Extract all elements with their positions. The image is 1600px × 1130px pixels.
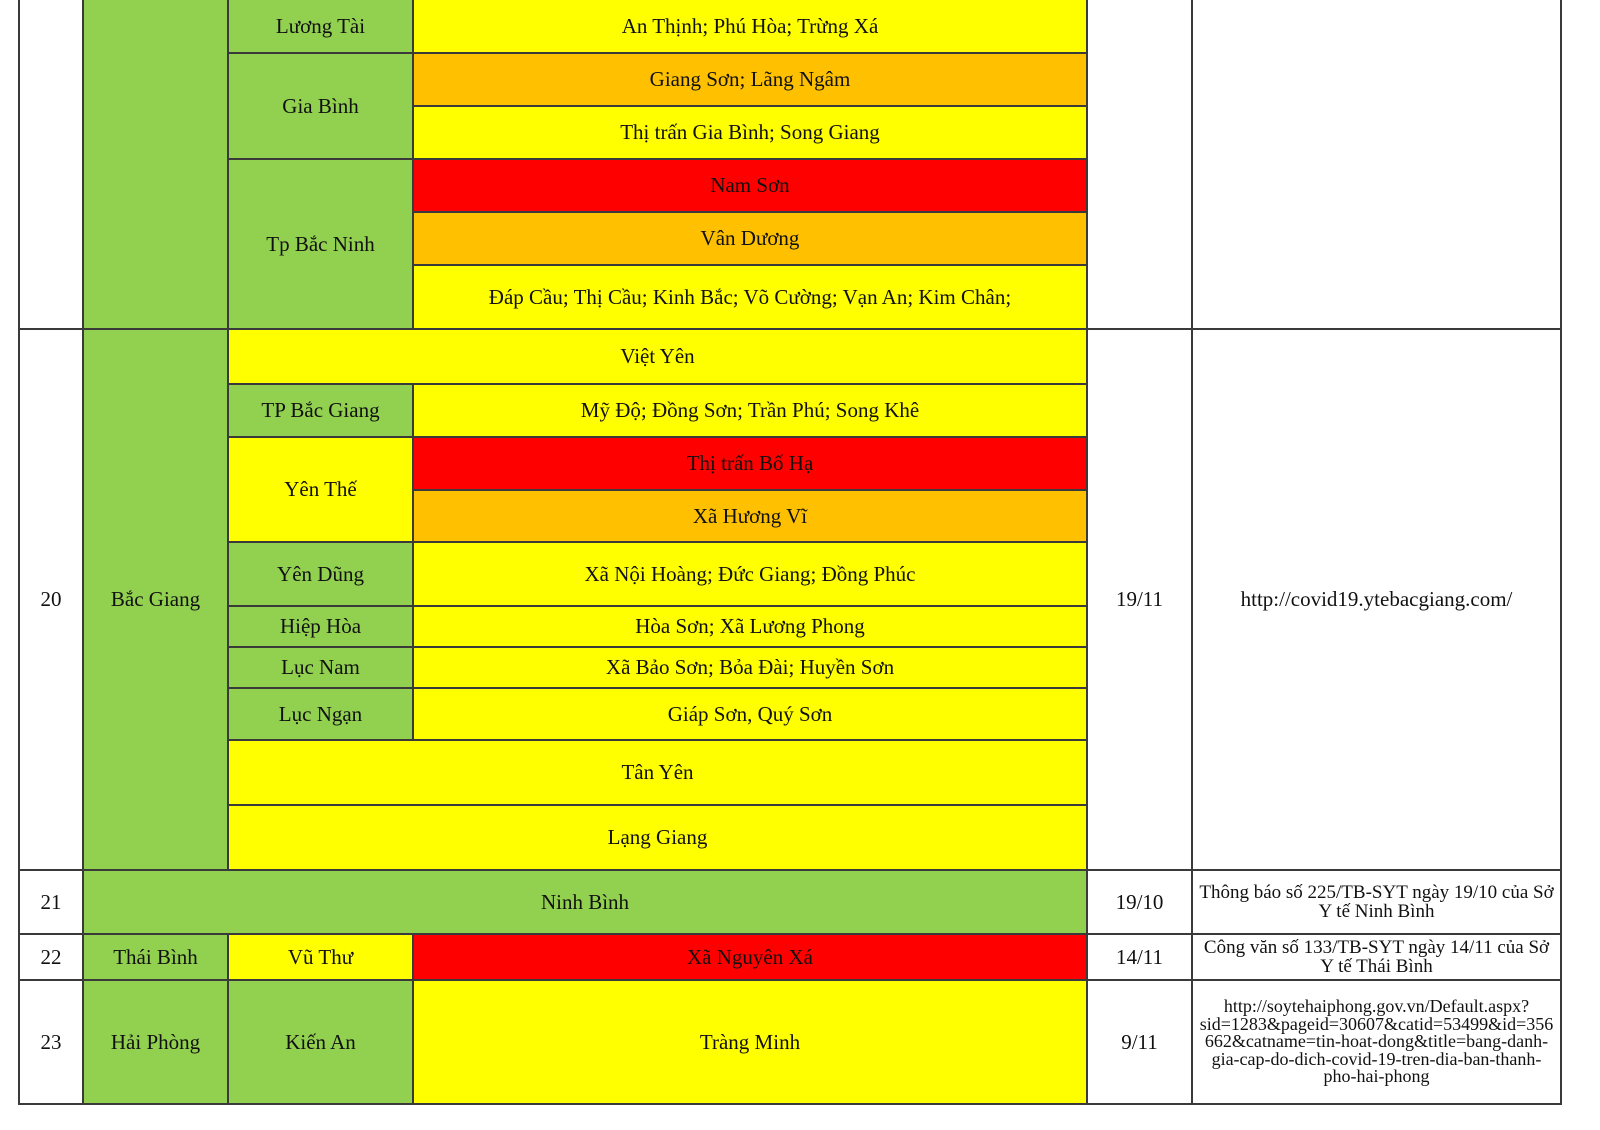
date-cell: 19/11 — [1087, 329, 1192, 870]
communes-cell-vu-thu: Xã Nguyên Xá — [413, 934, 1087, 980]
province-cell: Bắc Giang — [83, 329, 228, 870]
communes-cell-yen-the-orange: Xã Hương Vĩ — [413, 490, 1087, 542]
communes-cell-luc-ngan: Giáp Sơn, Quý Sơn — [413, 688, 1087, 740]
communes-cell-tp-bac-ninh-orange: Vân Dương — [413, 212, 1087, 265]
province-cell — [83, 0, 228, 329]
date-cell: 9/11 — [1087, 980, 1192, 1104]
source-cell: Thông báo số 225/TB-SYT ngày 19/10 của Sở Y tế Ninh Bình — [1192, 870, 1561, 934]
communes-cell-yen-the-red: Thị trấn Bố Hạ — [413, 437, 1087, 490]
district-cell-luc-ngan: Lục Ngạn — [228, 688, 413, 740]
district-cell-luc-nam: Lục Nam — [228, 647, 413, 688]
date-cell: 19/10 — [1087, 870, 1192, 934]
communes-cell-tp-bac-ninh-red: Nam Sơn — [413, 159, 1087, 212]
row-number-cell: 20 — [19, 329, 83, 870]
district-cell-yen-the: Yên Thế — [228, 437, 413, 542]
covid-zone-table — [18, 0, 1562, 1105]
province-cell: Ninh Bình — [83, 870, 1087, 934]
district-cell-lang-giang: Lạng Giang — [228, 805, 1087, 870]
row-number-cell: 23 — [19, 980, 83, 1104]
communes-cell-tp-bac-ninh-yellow: Đáp Cầu; Thị Cầu; Kinh Bắc; Võ Cường; Vạn An; Kim Chân; — [413, 265, 1087, 329]
source-link-cell[interactable]: http://soytehaiphong.gov.vn/Default.aspx?sid=1283&pageid=30607&catid=53499&id=356662&catname=tin-hoat-dong&title=bang-danh-gia-cap-do-dich-covid-19-tren-dia-ban-thanh-pho-hai-phong — [1192, 980, 1561, 1104]
communes-cell-kien-an: Tràng Minh — [413, 980, 1087, 1104]
date-cell — [1087, 0, 1192, 329]
communes-cell-hiep-hoa: Hòa Sơn; Xã Lương Phong — [413, 606, 1087, 647]
district-cell-tp-bac-giang: TP Bắc Giang — [228, 384, 413, 437]
row-number-cell: 21 — [19, 870, 83, 934]
district-cell-vu-thu: Vũ Thư — [228, 934, 413, 980]
table-row — [19, 870, 1561, 934]
district-cell-tan-yen: Tân Yên — [228, 740, 1087, 805]
date-cell: 14/11 — [1087, 934, 1192, 980]
communes-cell-luong-tai: An Thịnh; Phú Hòa; Trừng Xá — [413, 0, 1087, 53]
province-cell: Hải Phòng — [83, 980, 228, 1104]
communes-cell-gia-binh-orange: Giang Sơn; Lãng Ngâm — [413, 53, 1087, 106]
district-cell-kien-an: Kiến An — [228, 980, 413, 1104]
district-cell-gia-binh: Gia Bình — [228, 53, 413, 159]
district-cell-viet-yen: Việt Yên — [228, 329, 1087, 384]
district-cell-hiep-hoa: Hiệp Hòa — [228, 606, 413, 647]
source-cell: http://covid19.ytebacgiang.com/ — [1192, 329, 1561, 870]
row-number-cell: 22 — [19, 934, 83, 980]
district-cell-tp-bac-ninh: Tp Bắc Ninh — [228, 159, 413, 329]
district-cell-yen-dung: Yên Dũng — [228, 542, 413, 606]
source-cell: Công văn số 133/TB-SYT ngày 14/11 của Sở Y tế Thái Bình — [1192, 934, 1561, 980]
table-row — [19, 980, 1561, 1104]
communes-cell-luc-nam: Xã Bảo Sơn; Bỏa Đài; Huyền Sơn — [413, 647, 1087, 688]
table-row — [19, 329, 1561, 384]
province-cell: Thái Bình — [83, 934, 228, 980]
communes-cell-yen-dung: Xã Nội Hoàng; Đức Giang; Đồng Phúc — [413, 542, 1087, 606]
district-cell-luong-tai: Lương Tài — [228, 0, 413, 53]
row-number-cell — [19, 0, 83, 329]
table-row — [19, 0, 1561, 53]
source-cell — [1192, 0, 1561, 329]
communes-cell-gia-binh-yellow: Thị trấn Gia Bình; Song Giang — [413, 106, 1087, 159]
table-row — [19, 934, 1561, 980]
communes-cell-tp-bac-giang: Mỹ Độ; Đồng Sơn; Trần Phú; Song Khê — [413, 384, 1087, 437]
